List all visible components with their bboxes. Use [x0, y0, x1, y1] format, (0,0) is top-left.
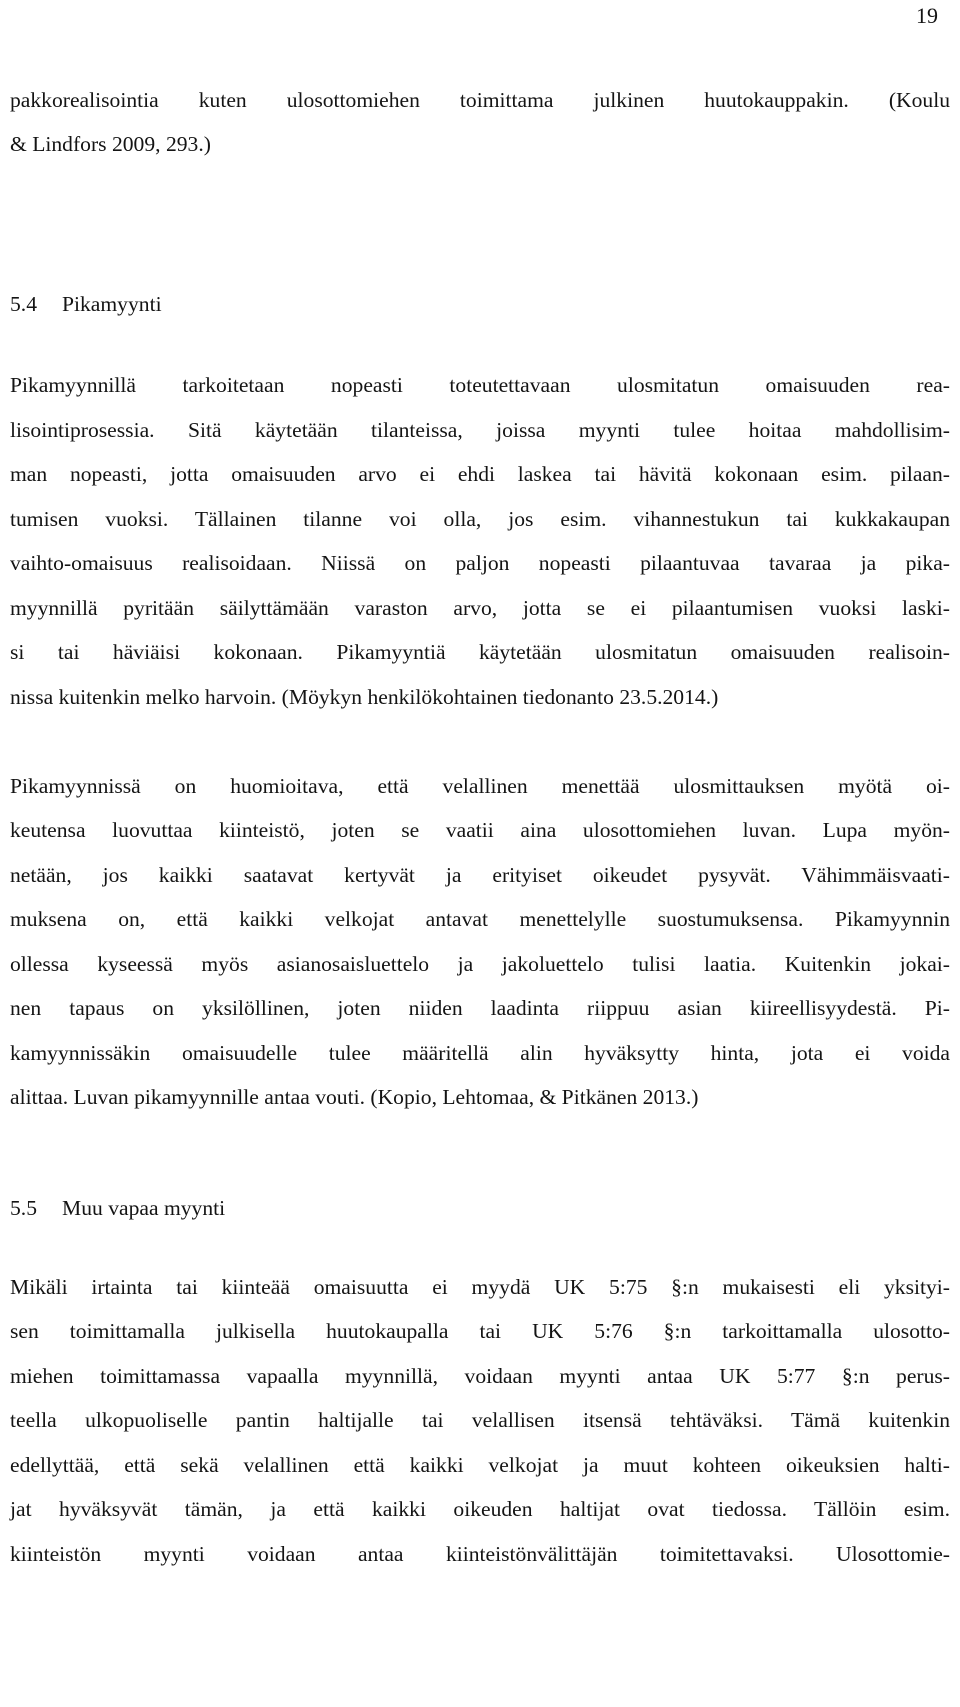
- section-number: 5.5: [10, 1196, 37, 1220]
- para2-line-7: kamyynnissäkin omaisuudelle tulee määritellä alin hyväksytty hinta, jota ei voida: [10, 1041, 950, 1065]
- para1-line-7: si tai häviäisi kokonaan. Pikamyyntiä käytetään ulosmitatun omaisuuden realisoin-: [10, 640, 950, 664]
- para2-line-3: netään, jos kaikki saatavat kertyvät ja erityiset oikeudet pysyvät. Vähimmäisvaati-: [10, 863, 950, 887]
- para3-line-6: jat hyväksyvät tämän, ja että kaikki oikeuden haltijat ovat tiedossa. Tällöin esim.: [10, 1497, 950, 1521]
- section-heading-5-4: [10, 290, 162, 318]
- para3-line-5: edellyttää, että sekä velallinen että kaikki velkojat ja muut kohteen oikeuksien halti-: [10, 1453, 950, 1477]
- section-title: Pikamyynti: [62, 292, 162, 316]
- section-number: 5.4: [10, 292, 37, 316]
- para2-line-1: Pikamyynnissä on huomioitava, että velallinen menettää ulosmittauksen myötä oi-: [10, 774, 950, 798]
- para3-line-3: miehen toimittamassa vapaalla myynnillä, voidaan myynti antaa UK 5:77 §:n perus-: [10, 1364, 950, 1388]
- para2-line-6: nen tapaus on yksilöllinen, joten niiden laadinta riippuu asian kiireellisyydestä. Pi-: [10, 996, 950, 1020]
- para1-line-8: nissa kuitenkin melko harvoin. (Möykyn henkilökohtainen tiedonanto 23.5.2014.): [10, 685, 719, 709]
- para3-line-2: sen toimittamalla julkisella huutokaupalla tai UK 5:76 §:n tarkoittamalla ulosotto-: [10, 1319, 950, 1343]
- para2-line-8: alittaa. Luvan pikamyynnille antaa vouti. (Kopio, Lehtomaa, & Pitkänen 2013.): [10, 1085, 699, 1109]
- section-heading-5-5: [10, 1194, 225, 1222]
- para1-line-2: lisointiprosessia. Sitä käytetään tilanteissa, joissa myynti tulee hoitaa mahdollisim-: [10, 418, 950, 442]
- para3-line-4: teella ulkopuoliselle pantin haltijalle tai velallisen itsensä tehtäväksi. Tämä kuitenkin: [10, 1408, 950, 1432]
- para2-line-2: keutensa luovuttaa kiinteistö, joten se vaatii aina ulosottomiehen luvan. Lupa myön-: [10, 818, 950, 842]
- page-number: 19: [916, 3, 938, 28]
- para1-line-1: Pikamyynnillä tarkoitetaan nopeasti toteutettavaan ulosmitatun omaisuuden rea-: [10, 373, 950, 397]
- para1-line-4: tumisen vuoksi. Tällainen tilanne voi olla, jos esim. vihannestukun tai kukkakaupan: [10, 507, 950, 531]
- para1-line-3: man nopeasti, jotta omaisuuden arvo ei ehdi laskea tai hävitä kokonaan esim. pilaan-: [10, 462, 950, 486]
- para3-line-1: Mikäli irtainta tai kiinteää omaisuutta ei myydä UK 5:75 §:n mukaisesti eli yksityi-: [10, 1275, 950, 1299]
- para2-line-5: ollessa kyseessä myös asianosaisluettelo ja jakoluettelo tulisi laatia. Kuitenkin jokai-: [10, 952, 950, 976]
- section-title: Muu vapaa myynti: [62, 1196, 226, 1220]
- para0-line-2: & Lindfors 2009, 293.): [10, 132, 211, 156]
- para1-line-5: vaihto-omaisuus realisoidaan. Niissä on paljon nopeasti pilaantuvaa tavaraa ja pika-: [10, 551, 950, 575]
- para1-line-6: myynnillä pyritään säilyttämään varaston arvo, jotta se ei pilaantumisen vuoksi laski-: [10, 596, 950, 620]
- para0-line-1: pakkorealisointia kuten ulosottomiehen toimittama julkinen huutokauppakin. (Koulu: [10, 88, 950, 112]
- para3-line-7: kiinteistön myynti voidaan antaa kiinteistönvälittäjän toimitettavaksi. Ulosottomie-: [10, 1542, 950, 1566]
- para2-line-4: muksena on, että kaikki velkojat antavat menettelylle suostumuksensa. Pikamyynnin: [10, 907, 950, 931]
